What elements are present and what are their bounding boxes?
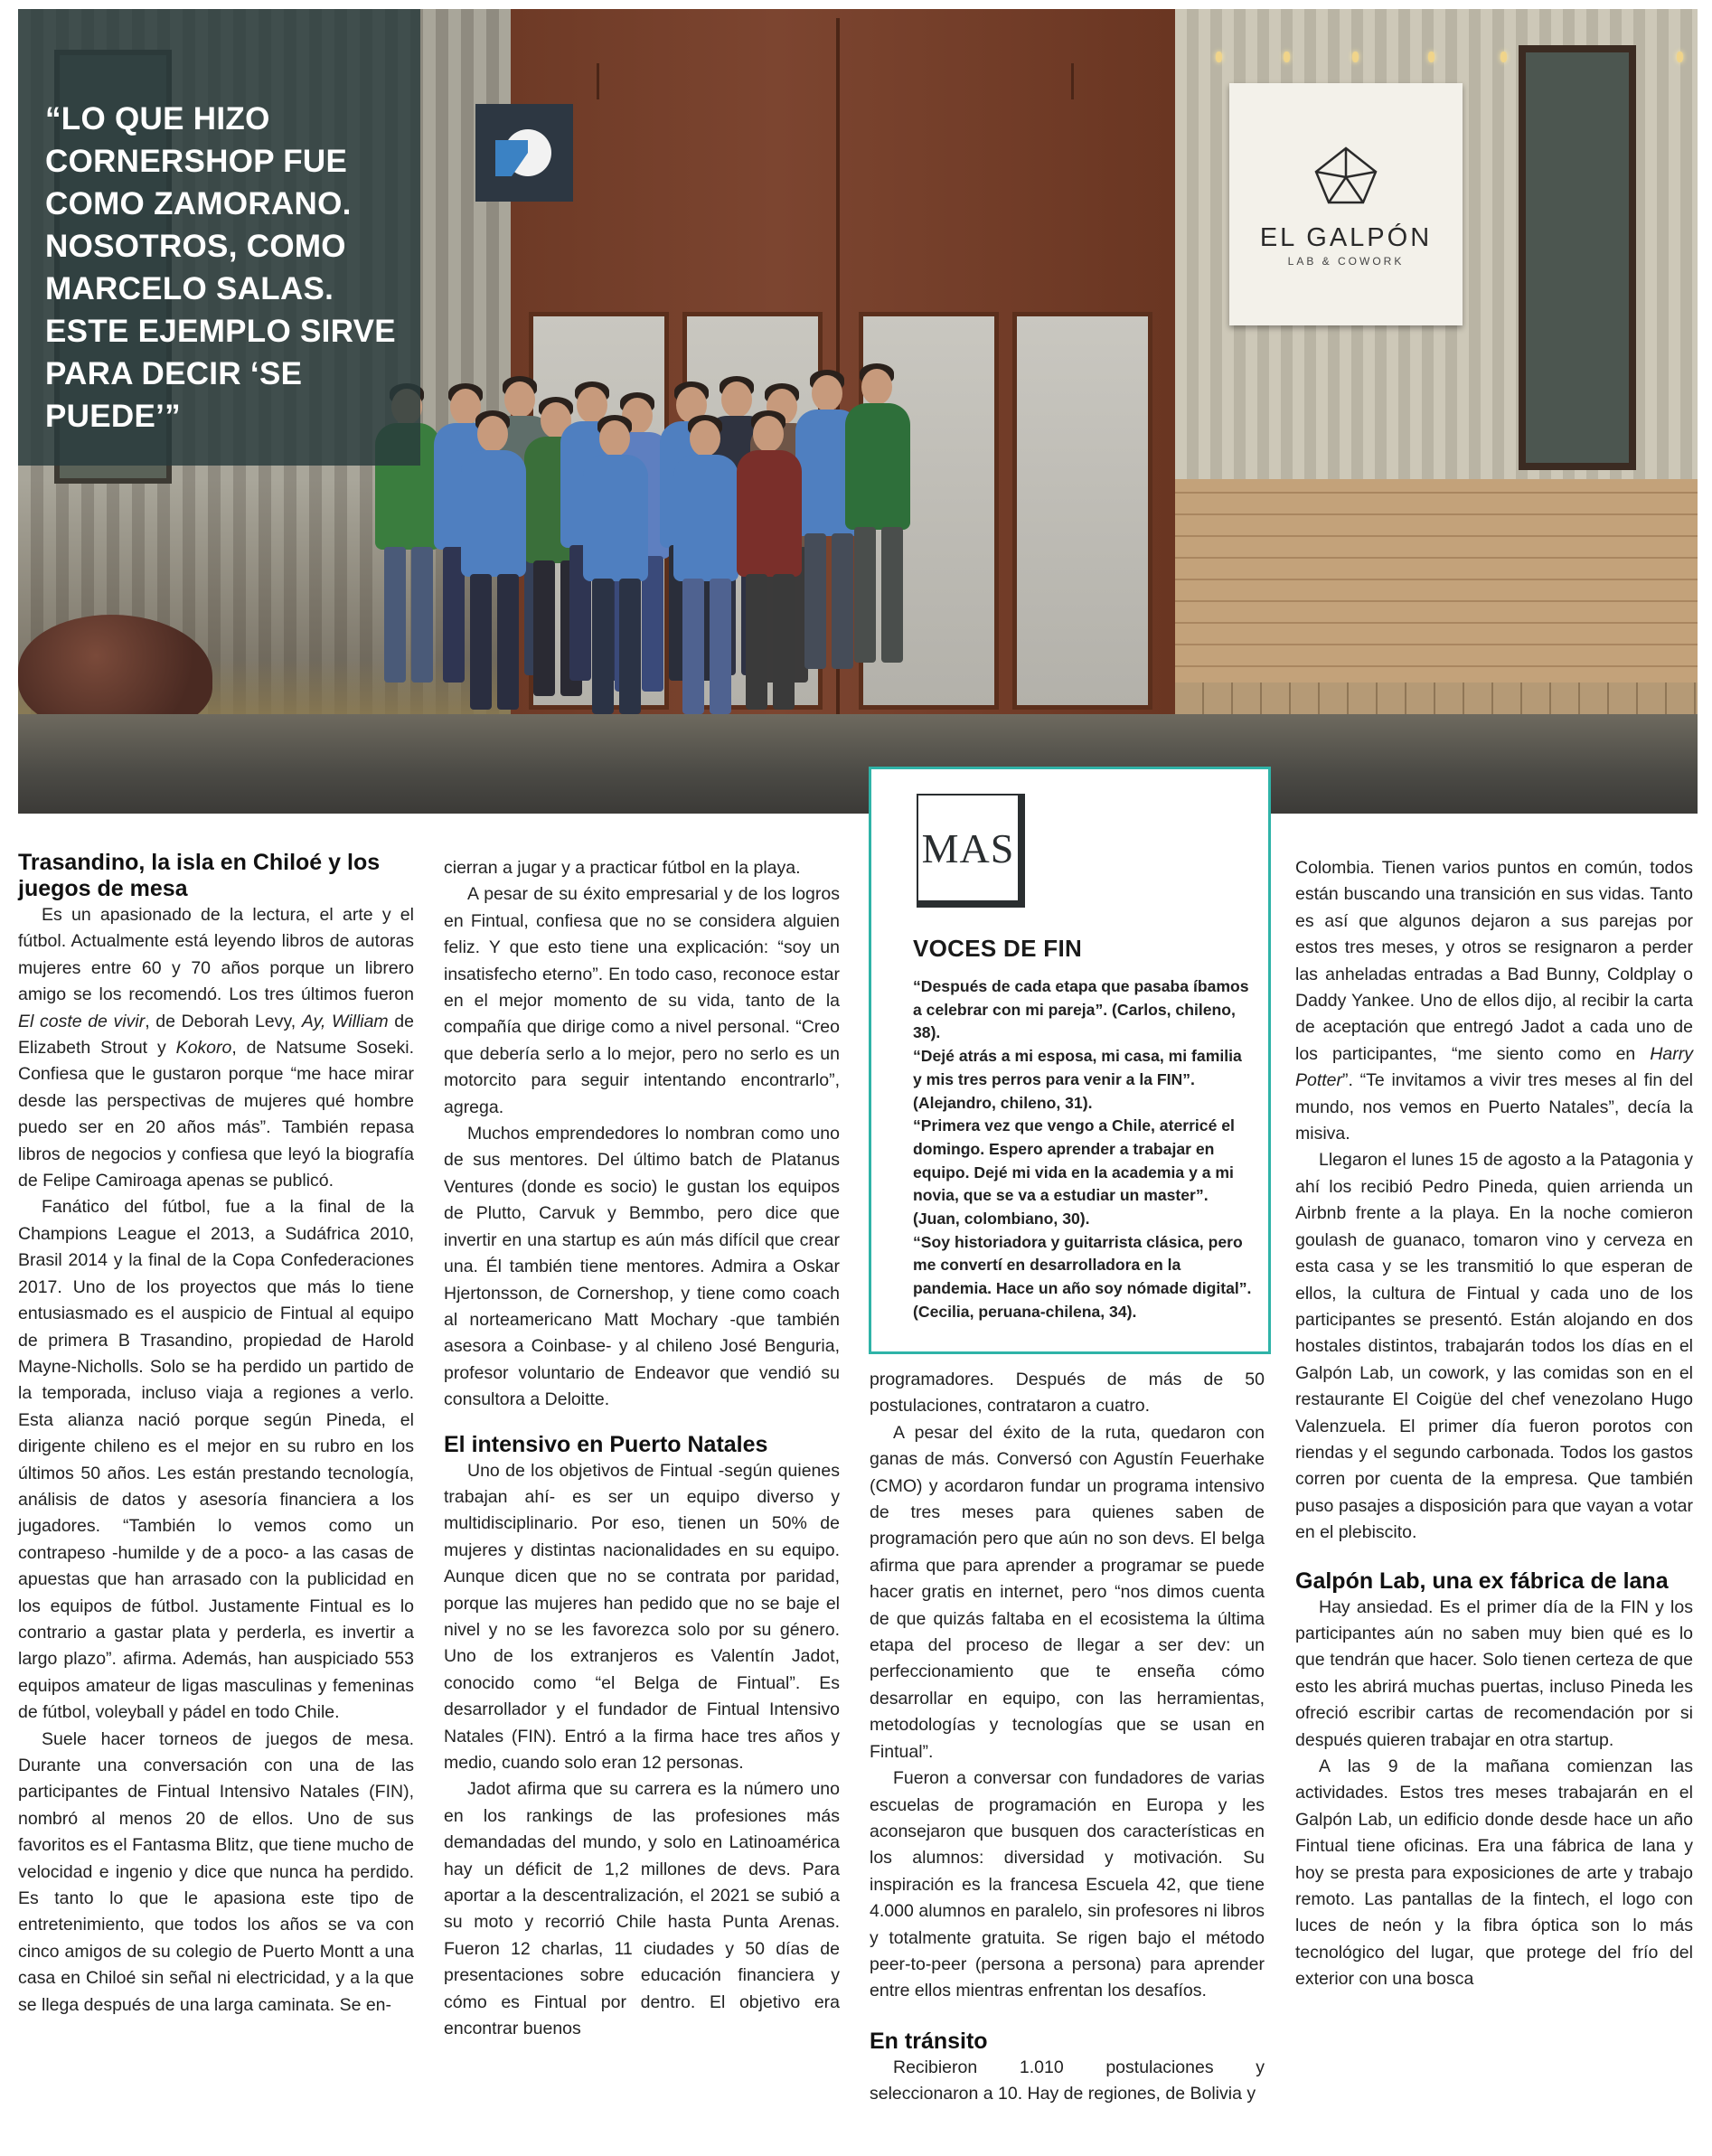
column-1 [18,850,414,2019]
paragraph: Recibieron 1.010 postulaciones y seleccionaron a 10. Hay de regiones, de Bolivia y [870,2057,1265,2104]
text: ”. “Te invitamos a vivir tres meses al fin del mundo, nos vemos en Puerto Natales”, decía la misiva. [1295,1070,1693,1144]
hero-photo [18,9,1698,814]
sidebar-quote: “Después de cada etapa que pasaba íbamos a celebrar con mi pareja”. (Carlos, chileno, 38). [913,977,1249,1042]
text: de Elizabeth Strout y [18,1011,414,1059]
sidebar-box [869,767,1271,1354]
sign-subtitle: LAB & COWORK [1287,255,1405,268]
light-bulb [1500,52,1507,62]
book-title: El coste de vivir [18,1011,146,1031]
heading-galpon: Galpón Lab, una ex fábrica de lana [1295,1568,1669,1594]
column-4 [1295,855,1693,1993]
door-window [1012,312,1152,710]
door-latch [597,63,599,99]
window-right [1519,45,1636,470]
column-2 [444,855,840,2042]
fintual-logo [475,104,573,202]
paragraph: Fanático del fútbol, fue a la final de la Champions League el 2013, a Sudáfrica 2010, Brasil 2014 y la final de la Copa Confederaciones 2017. Uno de los proyectos que más lo tiene entusiasmado es el auspicio de Fintual al equipo de primera B Trasandino, propiedad de Harold Mayne-Nicholls. Solo se ha perdido un partido de la temporada, incluso viaja a regiones a verlo. Esta alianza nació porque según Pineda, el dirigente chileno es el mejor en su rubro en los últimos 50 años. Les están prestando tecnología, análisis de datos y asesoría financiera a los jugadores. “También lo vemos como un contrapeso -humilde y de a poco- a las casas de apuestas que han arrasado con la publicidad en los equipos de fútbol. Justamente Fintual es lo contrario a gastar plata y perderla, es invertir a largo plazo”. afirma. Además, han auspiciado 553 equipos amateur de ligas masculinas y femeninas de fútbol, voleyball y pádel en todo Chile. [18,1197,414,1723]
light-bulb [1216,52,1222,62]
sidebar-quote: “Primera vez que vengo a Chile, aterricé el domingo. Espero aprender a trabajar en equipo. Dejé mi vida en la academia y a mi novia, que se va a estudiar un master”. (Juan, colombiano, 30). [913,1116,1235,1229]
heading-intensivo: El intensivo en Puerto Natales [444,1431,768,1457]
paragraph: A pesar del éxito de la ruta, quedaron con ganas de más. Conversó con Agustín Feuerhake (CMO) y acordaron fundar un programa intensivo de tres meses para quienes saben de programación pero que aún no son devs. El belga afirma que para aprender a programar se puede hacer gratis en internet, pero “nos dimos cuenta de que quizás faltaba en el ecosistema la última etapa del proceso de llegar a ser dev: un perfeccionamiento que te enseña cómo desarrollar en equipo, con las herramientas, metodologías y tecnologías que se usan en Fintual”. [870,1422,1265,1762]
sidebar-quote: “Dejé atrás a mi esposa, mi casa, mi familia y mis tres perros para venir a la FIN”. (Alejandro, chileno, 31). [913,1047,1242,1112]
paragraph [18,902,414,1194]
mas-label: MAS [917,794,1020,902]
paragraph: A las 9 de la mañana comienzan las actividades. Estos tres meses trabajarán en el Galpón Lab, un edificio donde desde hace un año Fintual tiene oficinas. Era una fábrica de lana y hoy se presta para exposiciones de arte y trabajo remoto. Las pantallas de la fintech, el logo con luces de neón y la fibra óptica son lo más tecnológico del lugar, que protege del frío del exterior con una bosca [1295,1756,1693,1990]
galpon-logo-icon [1309,145,1383,208]
paragraph: Llegaron el lunes 15 de agosto a la Patagonia y ahí los recibió Pedro Pineda, quien arrienda un Airbnb frente a la playa. En la noche comieron goulash de guanaco, tomaron vino y cerveza en esta casa y se les transmitió lo que esperan de ellos, la cultura de Fintual y cada uno de los participantes se presentó. Están alojando en dos hostales distintos, trabajarán todos los días en el Galpón Lab, un cowork, y las comidas son en el restaurante El Coigüe del chef venezolano Hugo Valenzuela. El primer día fueron porotos con riendas y el segundo carbonada. Todos los gastos corren por cuenta de la empresa. Que también puso pasajes a disposición para que vayan a votar en el plebiscito. [1295,1150,1693,1543]
sidebar-quote: “Soy historiadora y guitarrista clásica, pero me convertí en desarrolladora en la pandemia. Hace un año soy nómade digital”. (Cecilia, peruana-chilena, 34). [913,1232,1252,1321]
paragraph-continued: programadores. Después de más de 50 postulaciones, contrataron a cuatro. [870,1370,1265,1417]
paragraph: Muchos emprendedores lo nombran como uno de sus mentores. Del último batch de Platanus Ventures (donde es socio) le gustan los equipos de Plutto, Carvuk y Bemmbo, pero dice que invertir en una startup es aún más difícil que crear una. Él también tiene mentores. Admira a Oskar Hjertonsson, de Cornershop, y tiene como coach al norteamericano Matt Mochary -que también asesora a Coinbase- y al chileno José Benguria, profesor voluntario de Endeavor que vendió su consultora a Deloitte. [444,1124,840,1410]
pull-quote: “LO QUE HIZO CORNERSHOP FUE COMO ZAMORANO. NOSOTROS, COMO MARCELO SALAS. ESTE EJEMPLO SIRVE PARA DECIR ‘SE PUEDE’” [45,101,396,434]
paragraph: Fueron a conversar con fundadores de varias escuelas de programación en Europa y les aconsejaron que busquen dos características en los alumnos: diversidad y motivación. Su inspiración es la francesa Escuela 42, que tiene 4.000 alumnos en paralelo, sin profesores ni libros y totalmente gratuita. Se rigen bajo el método peer-to-peer (persona a persona) para aprender entre ellos mientras enfrentan los desafíos. [870,1768,1265,2001]
ground [18,714,1698,814]
paragraph: Hay ansiedad. Es el primer día de la FIN y los participantes aún no saben muy bien qué es lo que tendrán que hacer. Solo tienen certeza de que esto les abrirá muchas puertas, incluso Pineda les ofreció escribir cartas de recomendación por si después quieren trabajar en otra startup. [1295,1596,1693,1750]
paragraph-continued: cierran a jugar y a practicar fútbol en la playa. [444,858,801,878]
light-bulb [1352,52,1359,62]
paragraph: A pesar de su éxito empresarial y de los logros en Fintual, confiesa que no se considera alguien feliz. Y que esto tiene una explicación: “soy un insatisfecho eterno”. En todo caso, reconoce estar en el mejor momento de su vida, tanto de la compañía que dirige como a nivel personal. “Creo que debería serlo a lo mejor, pero no serlo es un motorcito para seguir intentando encontrarlo”, agrega. [444,884,840,1117]
heading-transito: En tránsito [870,2028,988,2054]
paragraph [18,1727,414,2019]
paragraph: Uno de los objetivos de Fintual -según quienes trabajan ahí- es ser un equipo diverso y multidisciplinario. Por eso, tienen un 50% de mujeres y distintas nacionalidades en su equipo. Aunque dicen que no se contrata por paridad, porque las mujeres han pedido que no se baje el nivel y no se les favorezca solo por su género. Uno de los extranjeros es Valentín Jadot, conocido como “el Belga de Fintual”. Es desarrollador y el fundador de Fintual Intensivo Natales (FIN). Entró a la firma hace tres años y medio, cuando solo eran 12 personas. [444,1460,840,1773]
paragraph: Jadot afirma que su carrera es la número uno en los rankings de las profesiones más demandadas del mundo, y solo en Latinoamérica hay un déficit de 1,2 millones de devs. Para aportar a la descentralización, el 2021 se subió a su moto y recorrió Chile hasta Punta Arenas. Fueron 12 charlas, 11 ciudades y 50 días de presentaciones sobre educación financiera y cómo es Fintual por dentro. El objetivo era encontrar buenos [444,1779,840,2039]
book-title: Kokoro [175,1038,232,1059]
book-title: Harry Potter [1295,1043,1693,1091]
quote-overlay [18,9,420,466]
light-bulb [1677,52,1683,62]
heading-trasandino: Trasandino, la isla en Chiloé y los juegos de mesa [18,850,381,901]
book-title: Ay, William [301,1011,389,1031]
wood-deck [1175,683,1698,719]
text: , de Natsume Soseki. Confiesa que le gustaron porque “me hace mirar desde las perspectivas de mujeres qué hombre puedo ser en 20 años más”. También repasa libros de negocios y confiesa que leyó la biografía de Felipe Camiroaga apenas se publicó. [18,1038,414,1191]
sidebar-quotes [913,975,1252,1324]
mas-badge [917,794,1025,908]
text: , de Deborah Levy, [145,1011,302,1031]
sidebar-title: VOCES DE FIN [913,935,1083,962]
column-3 [870,1367,1265,2108]
text: Es un apasionado de la lectura, el arte y el fútbol. Actualmente está leyendo libros de autoras mujeres entre 60 y 70 años porque un librero amigo se los recomendó. Los tres últimos fueron [18,905,414,1005]
light-bulb [1428,52,1435,62]
text: Colombia. Tienen varios puntos en común, todos están buscando una transición en sus vidas. Tanto es así que algunos dejaron a sus parejas por estos tres meses, y otros se resignaron a perder las anheladas entradas a Bad Bunny, Coldplay o Daddy Yankee. Uno de ellos dijo, al recibir la carta de aceptación que entregó Jadot a cada uno de los participantes, “me siento como en [1295,858,1693,1064]
el-galpon-sign [1229,83,1463,325]
light-bulb [1284,52,1290,62]
wood-wall [1175,479,1698,687]
door-latch [1071,63,1074,99]
paragraph-continued [1295,855,1693,1147]
text: Suele hacer torneos de juegos de mesa. Durante una conversación con una de las participantes de Fintual Intensivo Natales (FIN), nombró al menos 20 de ellos. Uno de sus favoritos es el Fantasma Blitz, que tiene mucho de velocidad e ingenio y dice que nunca ha perdido. Es tanto lo que le apasiona este tipo de entretenimiento, que todos los años se va con cinco amigos de su colegio de Puerto Montt a una casa en Chiloé sin señal ni electricidad, y a la que se llega después de una larga caminata. Se en- [18,1728,414,2015]
sign-title: EL GALPÓN [1259,223,1433,252]
